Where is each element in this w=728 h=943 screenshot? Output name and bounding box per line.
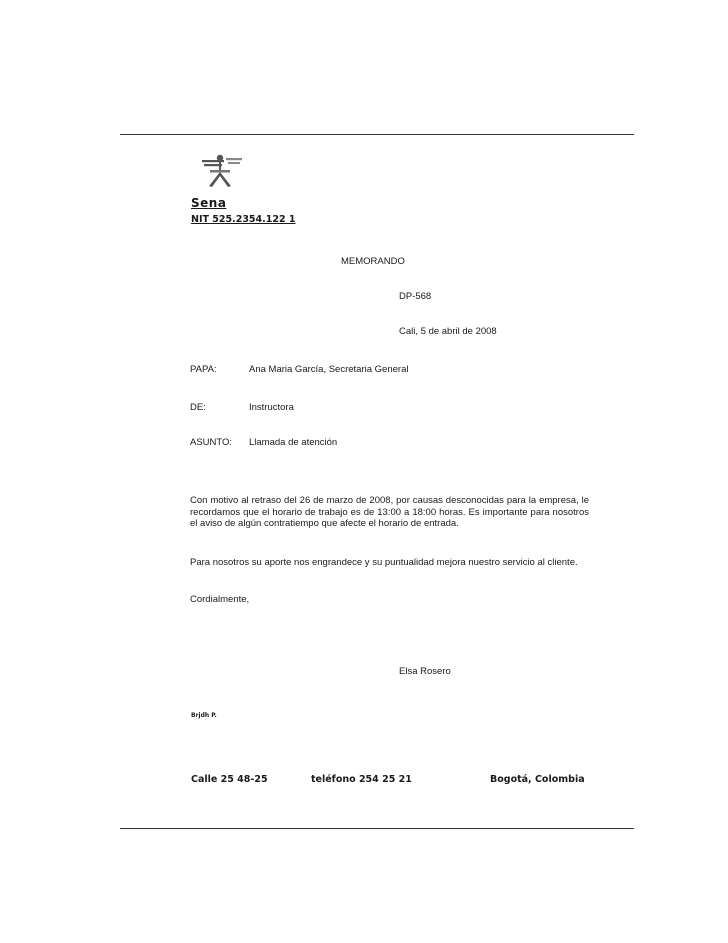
field-value-de: Instructora: [249, 402, 294, 413]
footer-phone: teléfono 254 25 21: [311, 774, 412, 785]
memo-title: MEMORANDO: [341, 256, 405, 267]
field-value-asunto: Llamada de atención: [249, 437, 338, 448]
body-paragraph: Para nosotros su aporte nos engrandece y su puntualidad mejora nuestro servicio al cliente.: [190, 557, 578, 568]
field-value-para: Ana Maria García, Secretaria General: [249, 364, 409, 375]
field-label-de: DE:: [190, 402, 206, 413]
typist-initials: Brjdh P.: [191, 712, 217, 719]
organization-name: Sena: [191, 196, 227, 210]
memo-date: Cali, 5 de abril de 2008: [399, 326, 497, 337]
memo-number: DP-568: [399, 291, 432, 302]
footer-city: Bogotá, Colombia: [490, 774, 585, 785]
organization-nit: NIT 525.2354.122 1: [191, 214, 296, 225]
footer-address: Calle 25 48-25: [191, 774, 268, 785]
bottom-rule: [120, 828, 634, 829]
body-paragraph: Con motivo al retraso del 26 de marzo de 2008, por causas desconocidas para la empresa, le recordamos que el horario de trabajo es de 13:00 a 18:00 horas. Es importante para nosotros el aviso de algún contratiempo que afecte el horario de entrada.: [190, 495, 589, 529]
sena-logo-icon: [200, 152, 246, 194]
top-rule: [120, 134, 634, 135]
field-label-para: PAPA:: [190, 364, 217, 375]
closing-salutation: Cordialmente,: [190, 594, 250, 605]
signature-name: Elsa Rosero: [399, 666, 451, 677]
field-label-asunto: ASUNTO:: [190, 437, 233, 448]
